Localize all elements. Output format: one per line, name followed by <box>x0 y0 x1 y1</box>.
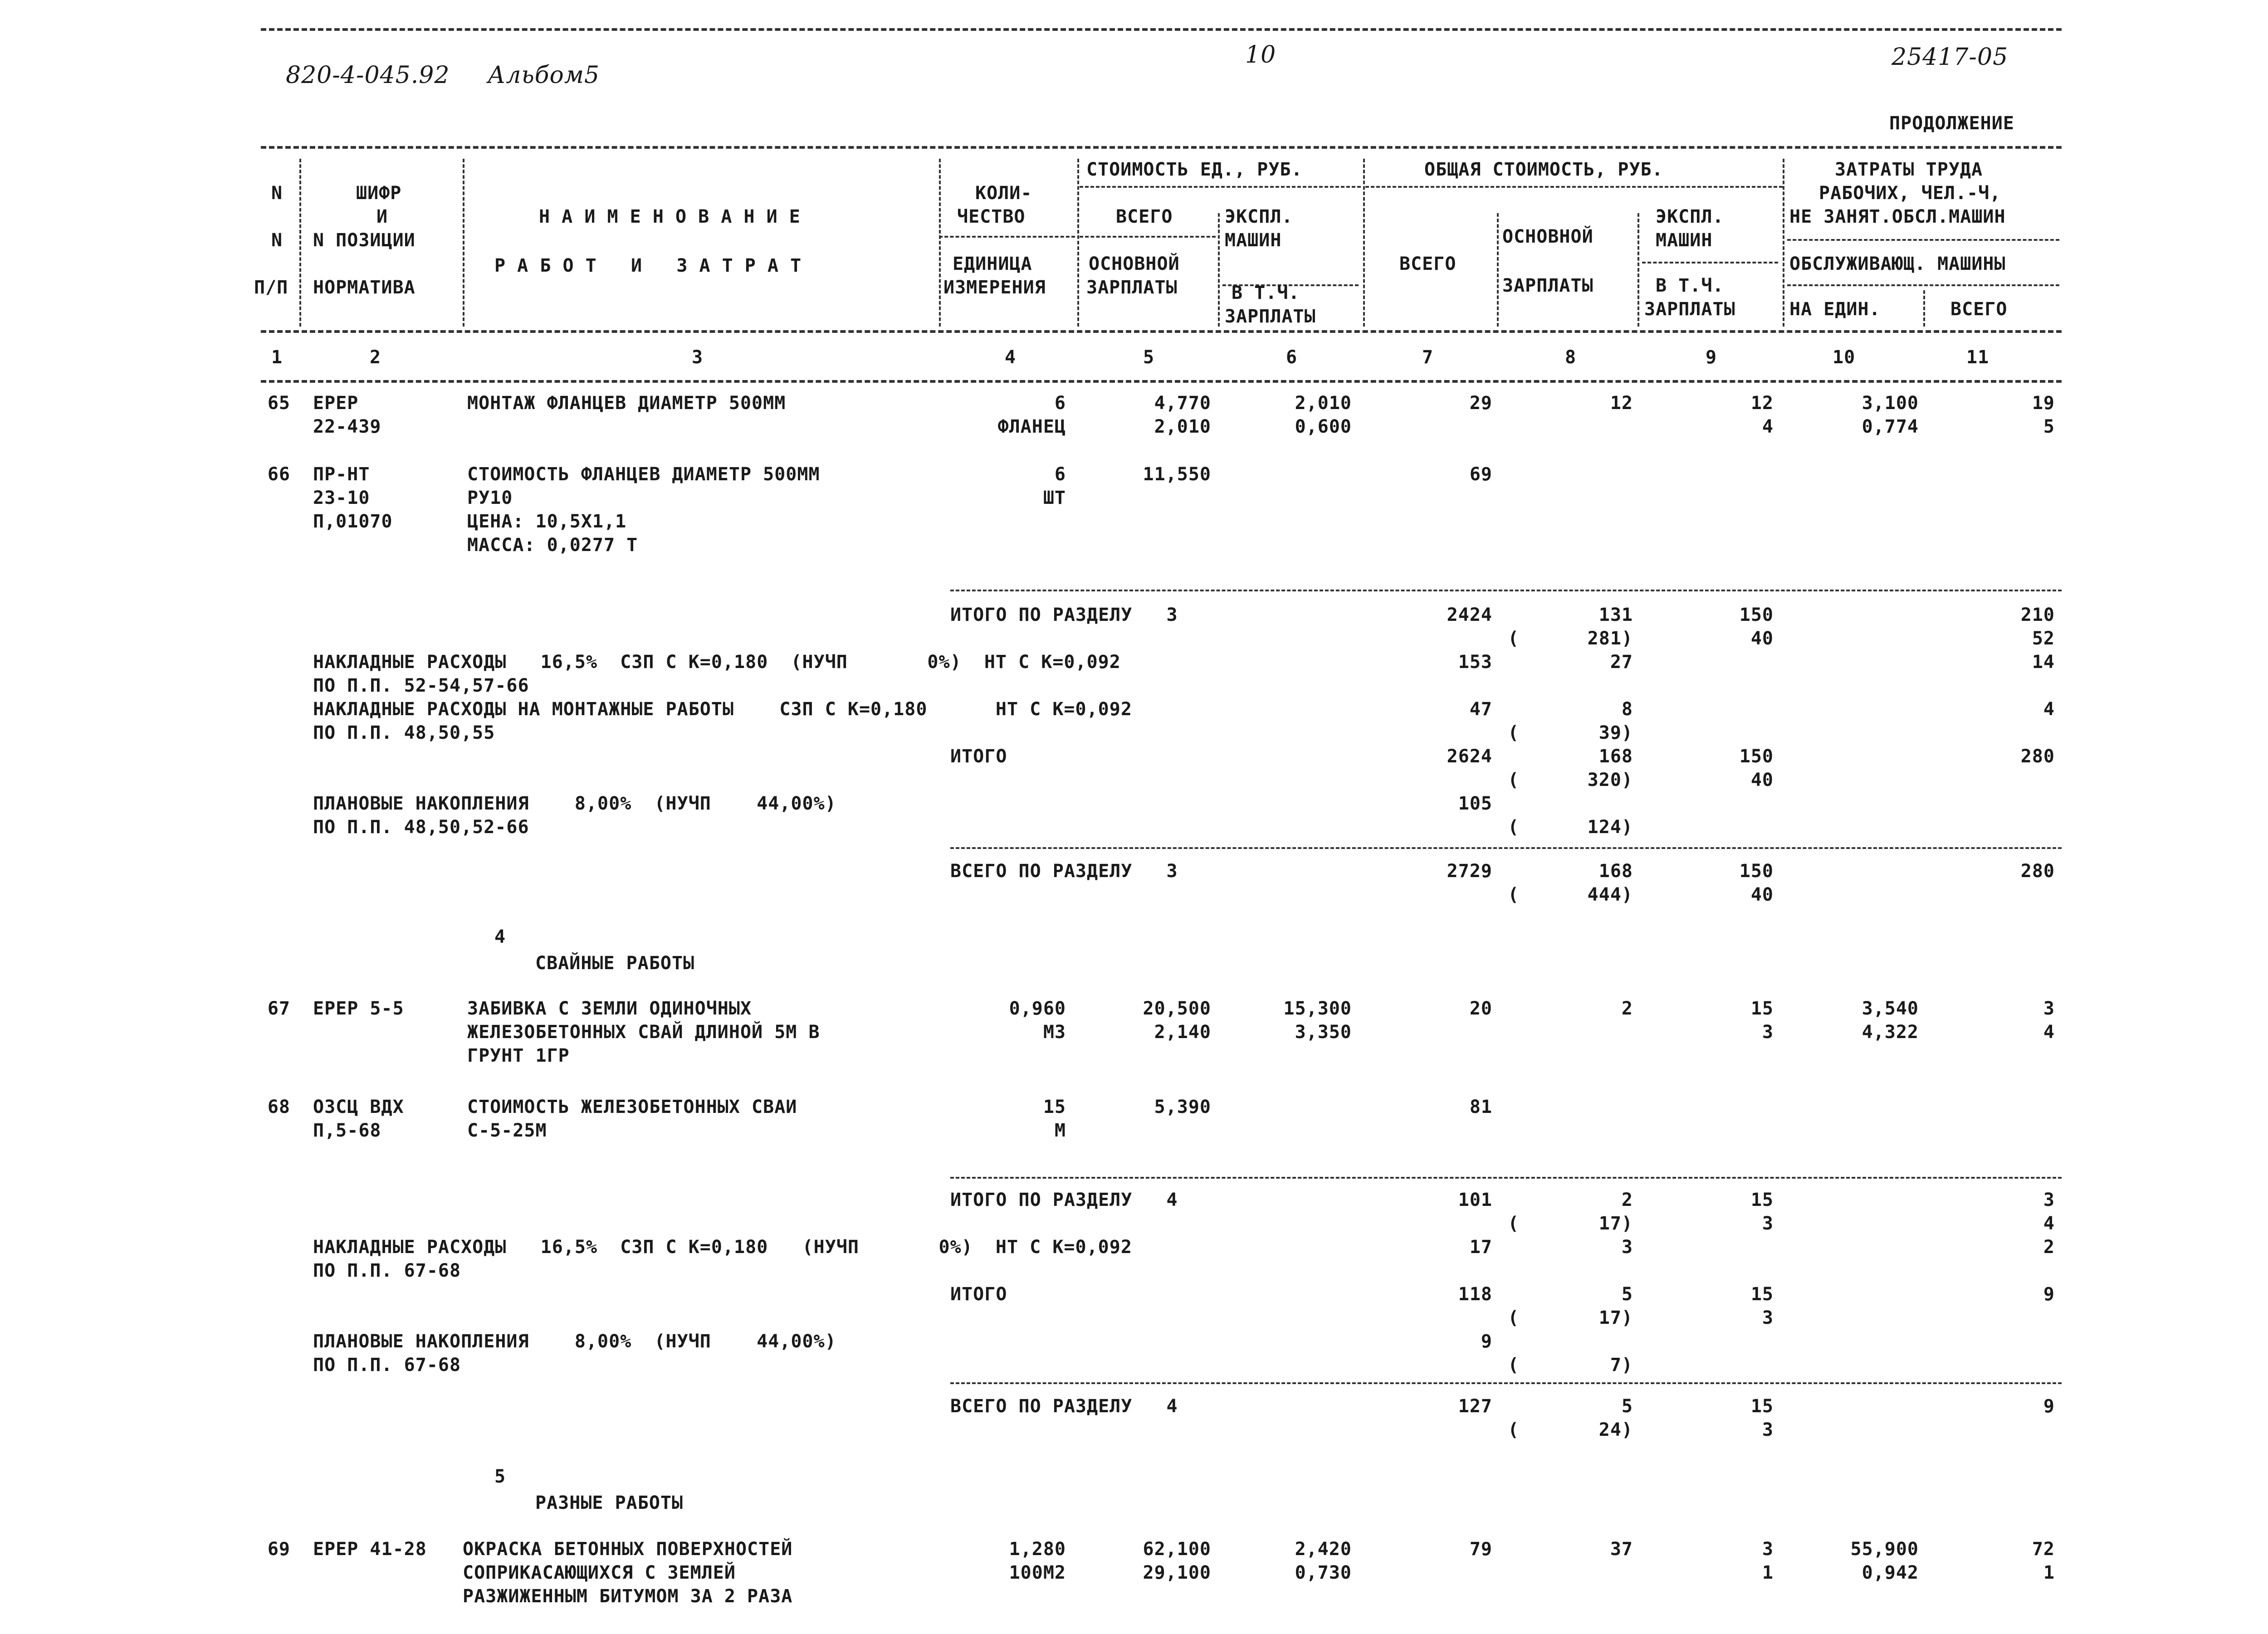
hdr-c9-b: МАШИН <box>1656 230 1713 251</box>
row66-code-c: П,01070 <box>313 511 393 532</box>
hdr-c7: ВСЕГО <box>1399 254 1457 274</box>
sec3-itogo-c9a: 150 <box>1739 605 1774 625</box>
row65-code-b: 22-439 <box>313 416 381 437</box>
row67-unit: М3 <box>1043 1022 1066 1043</box>
row68-name-b: С-5-25М <box>467 1120 547 1141</box>
row69-c9b: 1 <box>1762 1562 1774 1583</box>
row69-name-c: РАЗЖИЖЕННЫМ БИТУМОМ ЗА 2 РАЗА <box>463 1586 793 1607</box>
sec4-overhead-a: НАКЛАДНЫЕ РАСХОДЫ 16,5% СЗП С К=0,180 (НУЧП 0%) НТ С К=0,092 <box>313 1237 1132 1258</box>
sec4-overhead-c11: 2 <box>2043 1237 2055 1258</box>
row67-c7: 20 <box>1469 998 1492 1019</box>
header-sep <box>463 159 464 327</box>
row67-c6b: 3,350 <box>1295 1022 1352 1043</box>
header-sep <box>1077 159 1079 327</box>
hdr-total-cost: ОБЩАЯ СТОИМОСТЬ, РУБ. <box>1424 159 1663 180</box>
hdr-labor-d: ОБСЛУЖИВАЮЩ. МАШИНЫ <box>1789 254 2006 274</box>
hdr-c4-a: КОЛИ- <box>975 183 1032 204</box>
row69-qty: 1,280 <box>1009 1539 1066 1560</box>
hdr-c2-a: ШИФР <box>356 183 402 204</box>
sec4-itogo-c11b: 4 <box>2043 1213 2055 1234</box>
sec4-savings-c8: ( 7) <box>1508 1355 1633 1375</box>
row67-c10a: 3,540 <box>1862 998 1919 1019</box>
sec4-subtotal-c9a: 15 <box>1750 1284 1774 1305</box>
row66-name-c: ЦЕНА: 10,5X1,1 <box>467 511 627 532</box>
row68-code-b: П,5-68 <box>313 1120 381 1141</box>
sec3-overhead-c11: 14 <box>2032 652 2055 673</box>
sec4-savings-a: ПЛАНОВЫЕ НАКОПЛЕНИЯ 8,00% (НУЧП 44,00%) <box>313 1331 836 1352</box>
row67-c11a: 3 <box>2043 998 2055 1019</box>
col-num-4: 4 <box>1005 347 1017 368</box>
hdr-c6-a: ЭКСПЛ. <box>1225 206 1293 227</box>
sec3-subtotal-label: ИТОГО <box>950 746 1007 767</box>
row67-c6a: 15,300 <box>1283 998 1352 1019</box>
hdr-c2-d: НОРМАТИВА <box>313 277 415 298</box>
sec3-subtotal-c8b: ( 320) <box>1508 770 1633 790</box>
hdr-c8-a: ОСНОВНОЙ <box>1502 226 1593 247</box>
header-sep <box>1497 213 1499 327</box>
row67-c5a: 20,500 <box>1143 998 1211 1019</box>
row65-c7: 29 <box>1469 393 1492 414</box>
row66-name-b: РУ10 <box>467 488 513 508</box>
sec4-title: СВАЙНЫЕ РАБОТЫ <box>535 953 695 974</box>
header-sep <box>299 159 301 327</box>
hdr-c2-b: И <box>376 206 388 227</box>
sec4-overhead-c8: 3 <box>1621 1237 1633 1258</box>
page-number: 10 <box>1245 41 1276 68</box>
hdr-c11: ВСЕГО <box>1950 299 2008 320</box>
top-rule <box>261 28 2062 31</box>
row69-c11a: 72 <box>2032 1539 2055 1560</box>
hdr-c6-b: МАШИН <box>1225 230 1282 251</box>
row65-c11b: 5 <box>2043 416 2055 437</box>
row65-code-a: ЕРЕР <box>313 393 359 414</box>
row66-unit: ШТ <box>1043 488 1066 508</box>
header-sep <box>1363 159 1365 327</box>
hdr-c1-b: N <box>271 230 283 251</box>
sec3-overhead-mount-c8b: ( 39) <box>1508 722 1633 743</box>
sec4-subtotal-c11: 9 <box>2043 1284 2055 1305</box>
sec4-subtotal-label: ИТОГО <box>950 1284 1007 1305</box>
row69-name-a: ОКРАСКА БЕТОННЫХ ПОВЕРХНОСТЕЙ <box>463 1539 793 1560</box>
sec4-subtotal-c7: 118 <box>1458 1284 1492 1305</box>
sec4-itogo-c11a: 3 <box>2043 1190 2055 1210</box>
header-sep <box>1783 159 1784 327</box>
col-num-1: 1 <box>271 347 283 368</box>
sec3-total-c11: 280 <box>2020 861 2055 882</box>
hdr-c1-c: П/П <box>254 277 288 298</box>
row69-c6a: 2,420 <box>1295 1539 1352 1560</box>
sec3-itogo-label: ИТОГО ПО РАЗДЕЛУ 3 <box>950 605 1178 625</box>
row67-name-c: ГРУНТ 1ГР <box>467 1045 570 1066</box>
row67-c9a: 15 <box>1750 998 1774 1019</box>
hdr-c3-a: Н А И М Е Н О В А Н И Е <box>539 206 801 227</box>
sec4-overhead-c7: 17 <box>1469 1237 1492 1258</box>
hdr-c3-b: Р А Б О Т И З А Т Р А Т <box>494 255 802 276</box>
sec3-total-rule <box>950 847 2062 849</box>
row65-qty: 6 <box>1054 393 1066 414</box>
sec4-total-c8b: ( 24) <box>1508 1419 1633 1440</box>
row65-num: 65 <box>267 393 290 414</box>
sec3-subtotal-c7: 2624 <box>1447 746 1492 767</box>
row65-c6b: 0,600 <box>1295 416 1352 437</box>
header-mid-rule <box>261 330 2062 333</box>
hdr-c8-b: ЗАРПЛАТЫ <box>1502 275 1593 296</box>
sec3-savings-a: ПЛАНОВЫЕ НАКОПЛЕНИЯ 8,00% (НУЧП 44,00%) <box>313 793 836 814</box>
row66-qty: 6 <box>1054 464 1066 485</box>
continuation-label: ПРОДОЛЖЕНИЕ <box>1889 113 2014 134</box>
sheet-code: 25417-05 <box>1892 44 2009 71</box>
row69-c5b: 29,100 <box>1143 1562 1211 1583</box>
sec4-itogo-label: ИТОГО ПО РАЗДЕЛУ 4 <box>950 1190 1178 1210</box>
header-sub-rule <box>1642 262 1778 263</box>
header-sep <box>1923 290 1925 327</box>
sec4-itogo-c8a: 2 <box>1621 1190 1633 1210</box>
hdr-c5-b: ОСНОВНОЙ <box>1089 254 1180 274</box>
row65-c10b: 0,774 <box>1862 416 1919 437</box>
sec3-subtotal-c9a: 150 <box>1739 746 1774 767</box>
sec4-subtotal-c8a: 5 <box>1621 1284 1633 1305</box>
row65-c6a: 2,010 <box>1295 393 1352 414</box>
row67-c10b: 4,322 <box>1862 1022 1919 1043</box>
hdr-c5-a: ВСЕГО <box>1116 206 1173 227</box>
sec4-itogo-c8b: ( 17) <box>1508 1213 1633 1234</box>
hdr-c2-c: N ПОЗИЦИИ <box>313 230 415 251</box>
sec3-overhead-mount-c7: 47 <box>1469 699 1492 720</box>
hdr-unit-cost: СТОИМОСТЬ ЕД., РУБ. <box>1086 159 1303 180</box>
hdr-c4-d: ИЗМЕРЕНИЯ <box>943 277 1046 298</box>
row67-c5b: 2,140 <box>1154 1022 1211 1043</box>
row69-c11b: 1 <box>2043 1562 2055 1583</box>
row67-c11b: 4 <box>2043 1022 2055 1043</box>
sec4-overhead-b: ПО П.П. 67-68 <box>313 1260 461 1281</box>
row69-code: ЕРЕР 41-28 <box>313 1539 427 1560</box>
header-bottom-rule <box>261 380 2062 383</box>
sec4-itogo-rule <box>950 1177 2062 1179</box>
sec4-savings-c7: 9 <box>1481 1331 1492 1352</box>
sec3-savings-c8: ( 124) <box>1508 817 1633 838</box>
sec3-overhead-b: ПО П.П. 52-54,57-66 <box>313 675 529 696</box>
row67-c9b: 3 <box>1762 1022 1774 1043</box>
header-top-rule <box>261 146 2062 149</box>
hdr-labor-a: ЗАТРАТЫ ТРУДА <box>1835 159 1983 180</box>
sec3-savings-b: ПО П.П. 48,50,52-66 <box>313 817 529 838</box>
hdr-c5-c: ЗАРПЛАТЫ <box>1086 277 1178 298</box>
sec4-total-rule <box>950 1382 2062 1384</box>
header-sub-rule <box>939 236 1075 238</box>
col-num-6: 6 <box>1286 347 1298 368</box>
hdr-c6-d: ЗАРПЛАТЫ <box>1225 306 1316 327</box>
row68-qty: 15 <box>1043 1097 1066 1117</box>
sec3-total-c8a: 168 <box>1598 861 1633 882</box>
sec3-savings-c7: 105 <box>1458 793 1492 814</box>
sec3-overhead-mount-c11: 4 <box>2043 699 2055 720</box>
row65-name: МОНТАЖ ФЛАНЦЕВ ДИАМЕТР 500ММ <box>467 393 786 414</box>
row69-c9a: 3 <box>1762 1539 1774 1560</box>
sec3-total-c7: 2729 <box>1447 861 1492 882</box>
row67-name-a: ЗАБИВКА С ЗЕМЛИ ОДИНОЧНЫХ <box>467 998 752 1019</box>
sec3-overhead-c7: 153 <box>1458 652 1492 673</box>
col-num-9: 9 <box>1706 347 1717 368</box>
album-label: Альбом5 <box>488 62 600 89</box>
sec4-total-label: ВСЕГО ПО РАЗДЕЛУ 4 <box>950 1396 1178 1417</box>
header-sub-rule <box>1080 186 1361 188</box>
sec4-savings-b: ПО П.П. 67-68 <box>313 1355 461 1375</box>
row65-unit: ФЛАНЕЦ <box>997 416 1066 437</box>
header-sub-rule <box>1080 236 1216 238</box>
row66-num: 66 <box>267 464 290 485</box>
row67-name-b: ЖЕЛЕЗОБЕТОННЫХ СВАЙ ДЛИНОЙ 5М В <box>467 1022 820 1043</box>
sec3-itogo-c8b: ( 281) <box>1508 628 1633 649</box>
hdr-c4-b: ЧЕСТВО <box>957 206 1026 227</box>
hdr-c10: НА ЕДИН. <box>1789 299 1881 320</box>
row65-c5a: 4,770 <box>1154 393 1211 414</box>
col-num-7: 7 <box>1422 347 1434 368</box>
hdr-c6-c: В Т.Ч. <box>1232 283 1300 303</box>
row69-num: 69 <box>267 1539 290 1560</box>
sec4-itogo-c9b: 3 <box>1762 1213 1774 1234</box>
row66-name-a: СТОИМОСТЬ ФЛАНЦЕВ ДИАМЕТР 500ММ <box>467 464 820 485</box>
sec4-total-c11: 9 <box>2043 1396 2055 1417</box>
sec4-subtotal-c8b: ( 17) <box>1508 1307 1633 1328</box>
row69-c10a: 55,900 <box>1850 1539 1919 1560</box>
doc-code: 820-4-045.92 <box>286 62 450 89</box>
sec4-itogo-c7: 101 <box>1458 1190 1492 1210</box>
sec4-total-c9a: 15 <box>1750 1396 1774 1417</box>
col-num-5: 5 <box>1143 347 1155 368</box>
hdr-c1-a: N <box>271 183 283 204</box>
row67-c8: 2 <box>1621 998 1633 1019</box>
row68-name-a: СТОИМОСТЬ ЖЕЛЕЗОБЕТОННЫХ СВАИ <box>467 1097 797 1117</box>
hdr-labor-b: РАБОЧИХ, ЧЕЛ.-Ч, <box>1819 183 2001 204</box>
sec3-itogo-c7: 2424 <box>1447 605 1492 625</box>
header-sub-rule <box>1787 284 2059 286</box>
sec3-itogo-c9b: 40 <box>1750 628 1774 649</box>
sec3-total-label: ВСЕГО ПО РАЗДЕЛУ 3 <box>950 861 1178 882</box>
row69-c7: 79 <box>1469 1539 1492 1560</box>
row69-c6b: 0,730 <box>1295 1562 1352 1583</box>
row69-c10b: 0,942 <box>1862 1562 1919 1583</box>
sec4-total-c8a: 5 <box>1621 1396 1633 1417</box>
row67-num: 67 <box>267 998 290 1019</box>
sec3-subtotal-c9b: 40 <box>1750 770 1774 790</box>
sec3-overhead-a: НАКЛАДНЫЕ РАСХОДЫ 16,5% СЗП С К=0,180 (НУЧП 0%) НТ С К=0,092 <box>313 652 1121 673</box>
row69-name-b: СОПРИКАСАЮЩИХСЯ С ЗЕМЛЕЙ <box>463 1562 736 1583</box>
header-sep <box>939 159 941 327</box>
col-num-10: 10 <box>1833 347 1856 368</box>
row65-c8: 12 <box>1610 393 1633 414</box>
sec3-overhead-c8: 27 <box>1610 652 1633 673</box>
col-num-8: 8 <box>1565 347 1577 368</box>
row66-code-a: ПР-НТ <box>313 464 370 485</box>
hdr-labor-c: НЕ ЗАНЯТ.ОБСЛ.МАШИН <box>1789 206 2006 227</box>
row68-unit: М <box>1054 1120 1066 1141</box>
sec3-itogo-rule <box>950 590 2062 591</box>
row65-c9a: 12 <box>1750 393 1774 414</box>
hdr-c4-c: ЕДИНИЦА <box>953 254 1032 274</box>
hdr-c9-a: ЭКСПЛ. <box>1656 206 1724 227</box>
row68-c7: 81 <box>1469 1097 1492 1117</box>
row65-c5b: 2,010 <box>1154 416 1211 437</box>
header-sep <box>1218 213 1220 327</box>
sec3-total-c9b: 40 <box>1750 884 1774 905</box>
sec3-total-c8b: ( 444) <box>1508 884 1633 905</box>
row66-name-d: МАССА: 0,0277 Т <box>467 535 638 556</box>
hdr-c9-d: ЗАРПЛАТЫ <box>1644 299 1735 320</box>
row69-unit: 100М2 <box>1009 1562 1066 1583</box>
sec3-overhead-mount-c8a: 8 <box>1621 699 1633 720</box>
sec4-total-c9b: 3 <box>1762 1419 1774 1440</box>
col-num-2: 2 <box>370 347 381 368</box>
header-sub-rule <box>1365 186 1783 188</box>
row68-num: 68 <box>267 1097 290 1117</box>
sec3-itogo-c8a: 131 <box>1598 605 1633 625</box>
sec5-title: РАЗНЫЕ РАБОТЫ <box>535 1493 684 1513</box>
row66-code-b: 23-10 <box>313 488 370 508</box>
header-sub-rule <box>1787 239 2059 241</box>
sec3-total-c9a: 150 <box>1739 861 1774 882</box>
sec4-number: 4 <box>494 927 506 947</box>
col-num-3: 3 <box>692 347 704 368</box>
sec3-subtotal-c11: 280 <box>2020 746 2055 767</box>
sec4-itogo-c9a: 15 <box>1750 1190 1774 1210</box>
sec3-overhead-mount-a: НАКЛАДНЫЕ РАСХОДЫ НА МОНТАЖНЫЕ РАБОТЫ СЗП С К=0,180 НТ С К=0,092 <box>313 699 1132 720</box>
row66-c5: 11,550 <box>1143 464 1211 485</box>
row67-code: ЕРЕР 5-5 <box>313 998 404 1019</box>
row65-c10a: 3,100 <box>1862 393 1919 414</box>
sec3-subtotal-c8a: 168 <box>1598 746 1633 767</box>
row68-c5: 5,390 <box>1154 1097 1211 1117</box>
sec3-overhead-mount-b: ПО П.П. 48,50,55 <box>313 722 495 743</box>
row66-c7: 69 <box>1469 464 1492 485</box>
sec4-subtotal-c9b: 3 <box>1762 1307 1774 1328</box>
sec5-number: 5 <box>494 1466 506 1487</box>
row65-c9b: 4 <box>1762 416 1774 437</box>
row67-qty: 0,960 <box>1009 998 1066 1019</box>
row68-code-a: ОЗСЦ ВДХ <box>313 1097 404 1117</box>
row69-c5a: 62,100 <box>1143 1539 1211 1560</box>
row65-c11a: 19 <box>2032 393 2055 414</box>
sec4-total-c7: 127 <box>1458 1396 1492 1417</box>
header-sep <box>1637 213 1639 327</box>
sec3-itogo-c11b: 52 <box>2032 628 2055 649</box>
row69-c8: 37 <box>1610 1539 1633 1560</box>
col-num-11: 11 <box>1966 347 1989 368</box>
sec3-itogo-c11a: 210 <box>2020 605 2055 625</box>
hdr-c9-c: В Т.Ч. <box>1656 275 1724 296</box>
